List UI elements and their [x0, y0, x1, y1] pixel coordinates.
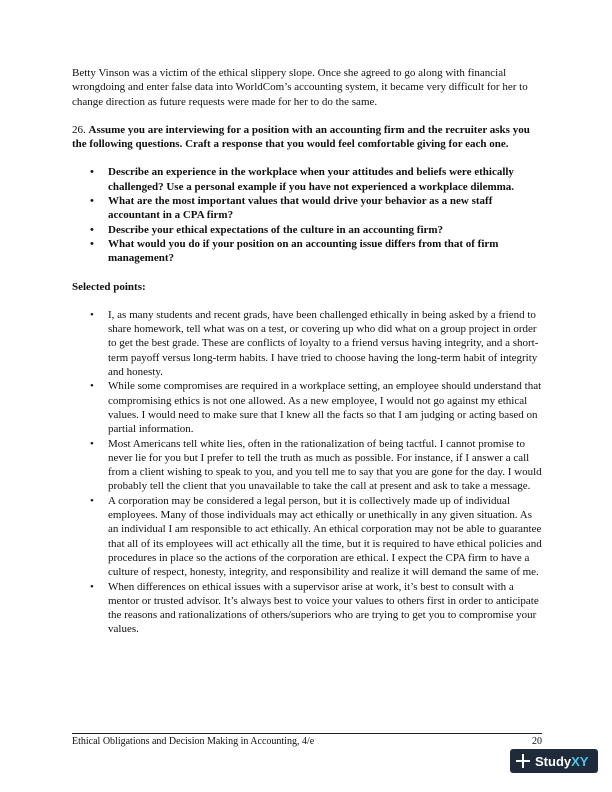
list-item: • Describe an experience in the workplace when your attitudes and beliefs were ethically challenged? Use a personal example if you have not experienced a workplace dilemma.: [72, 165, 542, 194]
document-body: [72, 66, 542, 637]
selected-points-heading: Selected points:: [72, 280, 146, 293]
question-number: 26.: [72, 123, 86, 136]
logo-text: [535, 754, 588, 769]
list-item: • Describe your ethical expectations of the culture in an accounting firm?: [72, 223, 542, 237]
list-item: • What are the most important values that would drive your behavior as a new staff accountant in a CPA firm?: [72, 194, 542, 223]
list-item: • What would you do if your position on an accounting issue differs from that of firm management?: [72, 237, 542, 266]
plus-icon: [516, 754, 530, 768]
studyxy-logo[interactable]: [510, 749, 598, 773]
intro-paragraph: Betty Vinson was a victim of the ethical slippery slope. Once she agreed to go along with financial wrongdoing and enter false data into WorldCom’s accounting system, it became very difficult for her to change direction as future requests were made for her to do the same.: [72, 67, 528, 108]
selected-points-list: [72, 308, 542, 637]
list-item: • Most Americans tell white lies, often in the rationalization of being tactful. I cannot promise to never lie for you but I prefer to tell the truth as much as possible. For instance, if I answer a call from a client wishing to speak to you, and you tell me to say that you are gone for the day. I would probably tell the client that you unavailable to take the call at present and ask to take a message.: [72, 437, 542, 494]
page-number: 20: [532, 736, 542, 747]
logo-text-xy: XY: [571, 753, 589, 769]
list-item: • I, as many students and recent grads, have been challenged ethically in being asked by a friend to share homework, tell what was on a test, or covering up who did what on a group project in order to get the best grade. These are conflicts of loyalty to a friend versus having integrity, and a short-term payoff versus long-term habits. I have tried to choose having the long-term habit of integrity and honesty.: [72, 308, 542, 379]
question-26: [72, 123, 542, 152]
list-item: • While some compromises are required in a workplace setting, an employee should understand that compromising ethics is not one allowed. As a new employee, I would not go against my ethical values. I would need to make sure that I knew all the facts so that I am judging or acting based on partial information.: [72, 379, 542, 436]
list-item: • A corporation may be considered a legal person, but it is collectively made up of individual employees. Many of those individuals may act ethically or unethically in any given situation. As an individual I am responsible to act ethically. An ethical corporation may not be able to guarantee that all of its employees will act ethically all the time, but it is required to have ethical policies and procedures in place so the actions of the corporation are ethical. I expect the CPA firm to have a culture of respect, honesty, integrity, and responsibility and realize it will demand the same of me.: [72, 494, 542, 580]
list-item: • When differences on ethical issues with a supervisor arise at work, it’s best to consult with a mentor or trusted advisor. It’s always best to voice your values to others first in order to anticipate the reasons and rationalizations of others/superiors who are trying to get you to compromise your values.: [72, 580, 542, 637]
question-text: Assume you are interviewing for a position with an accounting firm and the recruiter asks you the following questions. Craft a response that you would feel comfortable giving for each one.: [72, 123, 530, 151]
page-footer: [72, 733, 542, 747]
logo-text-study: Study: [535, 753, 572, 769]
footer-title: Ethical Obligations and Decision Making in Accounting, 4/e: [72, 736, 315, 747]
question-list: [72, 165, 542, 265]
